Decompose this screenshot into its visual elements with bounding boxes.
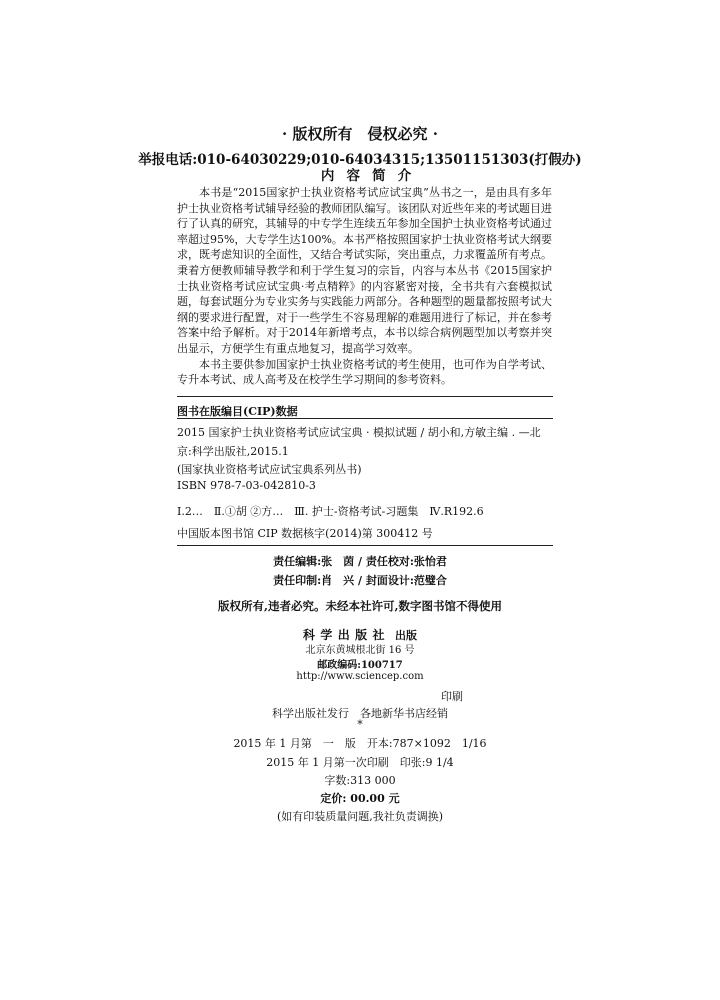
report-hotline: 举报电话:010-64030229;010-64034315;13501151303(打假办) [138, 152, 582, 168]
cip-line-classification: Ⅰ.2… Ⅱ.①胡 ②方… Ⅲ. 护士-资格考试-习题集 Ⅳ.R192.6 [177, 505, 484, 518]
printing-line: 2015 年 1 月第一次印刷 印张:9 1/4 [266, 756, 454, 769]
intro-paragraph-2: 本书主要供参加国家护士执业资格考试的考生使用，也可作为自学考试、专升本考试、成人高考及在校学生学习期间的参考资料。 [177, 357, 552, 387]
cip-line-isbn: ISBN 978-7-03-042810-3 [177, 479, 316, 492]
cip-line-title: 2015 国家护士执业资格考试应试宝典 · 模拟试题 / 胡小和,方敏主编 . —北 [177, 426, 541, 439]
cip-line-series: (国家执业资格考试应试宝典系列丛书) [177, 463, 362, 476]
divider-cip [177, 418, 553, 419]
credits-production: 责任印制:肖 兴 / 封面设计:范璧合 [273, 574, 447, 587]
word-count: 字数:313 000 [324, 774, 396, 787]
intro-paragraph-1: 本书是“2015国家护士执业资格考试应试宝典”丛书之一，是由具有多年护士执业资格考试辅导经验的教师团队编写。该团队对近些年来的考试题目进行了认真的研究，其辅导的中专学生连续五年参加全国护士执业资格考试通过率超过95%，大专学生达100%。本书严格按照国家护士执业资格考试大纲要求，既考虑知识的全面性，又结合考试实际，突出重点，力求覆盖所有考点。秉着方便教师辅导教学和利于学生复习的宗旨，内容与本丛书《2015国家护士执业资格考试应试宝典·考点精粹》的内容紧密对接，全书共有六套模拟试题，每套试题分为专业实务与实践能力两部分。各种题型的题量都按照考试大纲的要求进行配置，对于一些学生不容易理解的难题用进行了标记，并在参考答案中给予解析。对于2014年新增考点，本书以综合病例题型加以考察并突出显示，方便学生有重点地复习，提高学习效率。 [177, 186, 552, 355]
price: 定价: 00.00 元 [320, 792, 400, 805]
edition-line: 2015 年 1 月第 一 版 开本:787×1092 1/16 [233, 737, 487, 750]
credits-editors: 责任编辑:张 茵 / 责任校对:张怡君 [273, 555, 447, 568]
cip-line-cip-number: 中国版本图书馆 CIP 数据核字(2014)第 300412 号 [177, 527, 433, 540]
printer-label: 印刷 [441, 690, 463, 703]
distribution-line: 科学出版社发行 各地新华书店经销 [272, 707, 448, 720]
cip-title: 图书在版编目(CIP)数据 [177, 405, 298, 418]
divider-bottom [177, 545, 553, 546]
publisher-logo: 科学出版社 [302, 628, 390, 642]
rights-notice: 版权所有,违者必究。未经本社许可,数字图书馆不得使用 [217, 599, 502, 613]
publisher-address: 北京东黄城根北街 16 号 [305, 645, 415, 656]
return-note: (如有印装质量问题,我社负责调换) [276, 810, 444, 823]
publisher-postcode: 邮政编码:100717 [317, 660, 403, 671]
copyright-heading: · 版权所有 侵权必究 · [282, 125, 438, 143]
publisher-suffix: 出版 [395, 629, 418, 642]
intro-title: 内容简介 [320, 168, 424, 184]
cip-line-publisher: 京:科学出版社,2015.1 [177, 445, 289, 458]
separator-star: * [357, 718, 363, 731]
publisher-website: http://www.sciencep.com [296, 671, 424, 682]
intro-body [177, 185, 552, 388]
divider-top [177, 396, 553, 397]
